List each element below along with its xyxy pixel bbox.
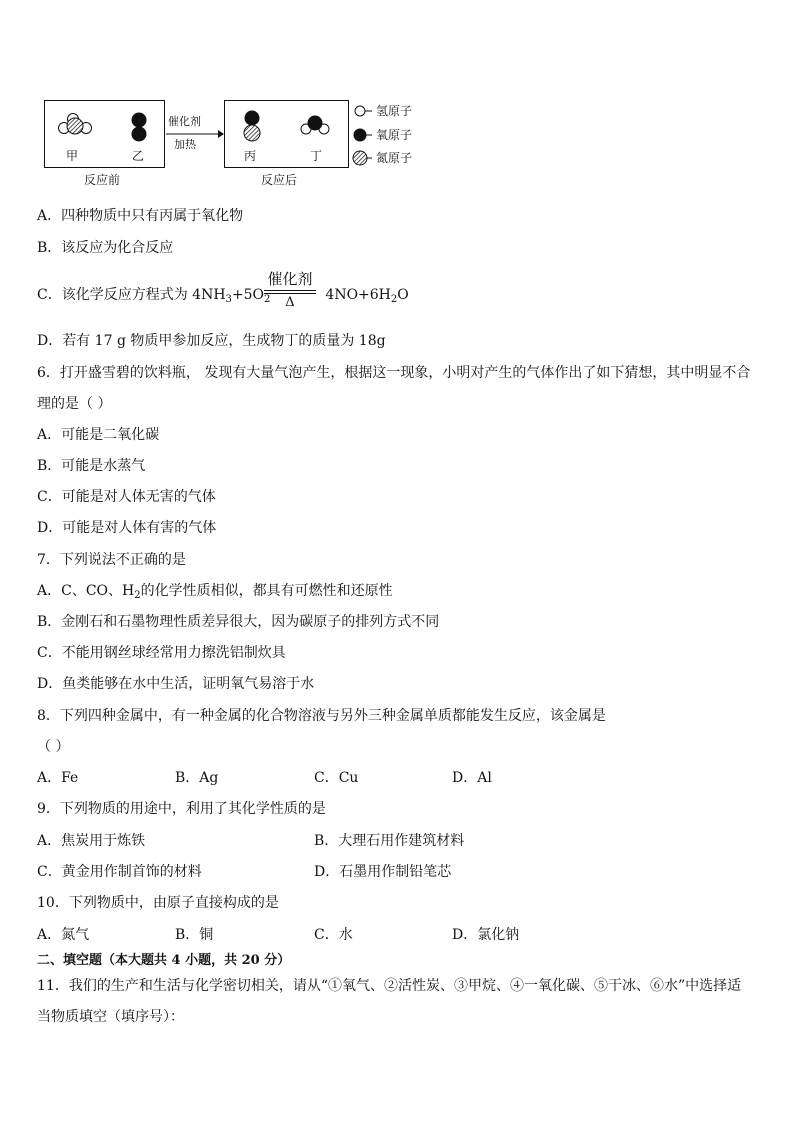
q10-option-b: B．铜 bbox=[175, 927, 214, 943]
q8-option-a: A．Fe bbox=[37, 770, 79, 786]
svg-text:氧原子: 氧原子 bbox=[376, 128, 413, 142]
q5-option-c: C．该化学反应方程式为 $4NH_3+5O_2$ $4NO+6H_2O$ bbox=[37, 287, 409, 305]
q8-stem-line2: （ ） bbox=[37, 739, 70, 755]
q6-option-a: A．可能是二氧化碳 bbox=[37, 427, 160, 443]
q7-option-c: C．不能用钢丝球经常用力擦洗铝制炊具 bbox=[37, 645, 286, 661]
q7-stem: 7．下列说法不正确的是 bbox=[37, 552, 186, 568]
q6-stem-line1: 6．打开盛雪碧的饮料瓶， 发现有大量气泡产生，根据这一现象，小明对产生的气体作出了如下猜想，其中明显不合 bbox=[37, 365, 751, 381]
q9-option-b: B．大理石用作建筑材料 bbox=[314, 833, 465, 849]
arrow-catalyst: 催化剂 bbox=[168, 115, 201, 128]
q6-option-b: B．可能是水蒸气 bbox=[37, 458, 146, 474]
q7-option-a: A．C、CO、$H_2$的化学性质相似，都具有可燃性和还原性 bbox=[37, 583, 393, 601]
q11-stem-line1: 11．我们的生产和生活与化学密切相关，请从“①氧气、②活性炭、③甲烷、④一氧化碳、⑤干冰、⑥水”中选择适 bbox=[37, 978, 742, 994]
q9-option-c: C．黄金用作制首饰的材料 bbox=[37, 864, 202, 880]
legend-nitrogen bbox=[353, 151, 412, 165]
q5-option-d: D．若有 17 g 物质甲参加反应，生成物丁的质量为 18g bbox=[37, 333, 386, 349]
q10-stem: 10．下列物质中，由原子直接构成的是 bbox=[37, 895, 279, 911]
label-before: 反应前 bbox=[84, 173, 121, 187]
svg-text:氢原子: 氢原子 bbox=[376, 104, 413, 118]
q7-option-b: B．金刚石和石墨物理性质差异很大，因为碳原子的排列方式不同 bbox=[37, 614, 440, 630]
label-ding: 丁 bbox=[310, 149, 323, 163]
label-yi: 乙 bbox=[132, 149, 145, 163]
label-bing: 丙 bbox=[244, 149, 257, 163]
legend-hydrogen bbox=[355, 104, 412, 118]
reaction-diagram bbox=[44, 98, 444, 190]
q5-option-a: A．四种物质中只有丙属于氧化物 bbox=[37, 208, 244, 224]
q10-option-c: C．水 bbox=[314, 927, 353, 943]
q6-option-d: D．可能是对人体有害的气体 bbox=[37, 520, 217, 536]
q6-stem-line2: 理的是（ ） bbox=[37, 396, 112, 412]
label-jia: 甲 bbox=[66, 149, 79, 163]
q7-option-d: D．鱼类能够在水中生活，证明氧气易溶于水 bbox=[37, 676, 315, 692]
reaction-condition bbox=[264, 270, 316, 312]
q9-option-d: D．石墨用作制铅笔芯 bbox=[314, 864, 452, 880]
condition-catalyst: 催化剂 bbox=[267, 270, 313, 288]
q5-option-b: B．该反应为化合反应 bbox=[37, 240, 174, 256]
arrow-heat: 加热 bbox=[174, 138, 196, 151]
q8-option-d: D．Al bbox=[452, 770, 492, 786]
q6-option-c: C．可能是对人体无害的气体 bbox=[37, 489, 216, 505]
q11-stem-line2: 当物质填空（填序号）： bbox=[37, 1009, 184, 1025]
q8-option-c: C．Cu bbox=[314, 770, 359, 786]
label-after: 反应后 bbox=[261, 173, 298, 187]
svg-text:氮原子: 氮原子 bbox=[376, 151, 413, 165]
q9-option-a: A．焦炭用于炼铁 bbox=[37, 833, 146, 849]
q9-stem: 9．下列物质的用途中，利用了其化学性质的是 bbox=[37, 801, 326, 817]
condition-delta: Δ bbox=[285, 295, 295, 310]
q10-option-a: A．氮气 bbox=[37, 927, 90, 943]
q8-stem-line1: 8．下列四种金属中，有一种金属的化合物溶液与另外三种金属单质都能发生反应，该金属是 bbox=[37, 708, 606, 724]
q10-option-d: D．氯化钠 bbox=[452, 927, 520, 943]
section-heading: 二、填空题（本大题共 4 小题，共 20 分） bbox=[37, 953, 291, 968]
legend-oxygen bbox=[354, 128, 413, 142]
q8-option-b: B．Ag bbox=[175, 770, 219, 786]
